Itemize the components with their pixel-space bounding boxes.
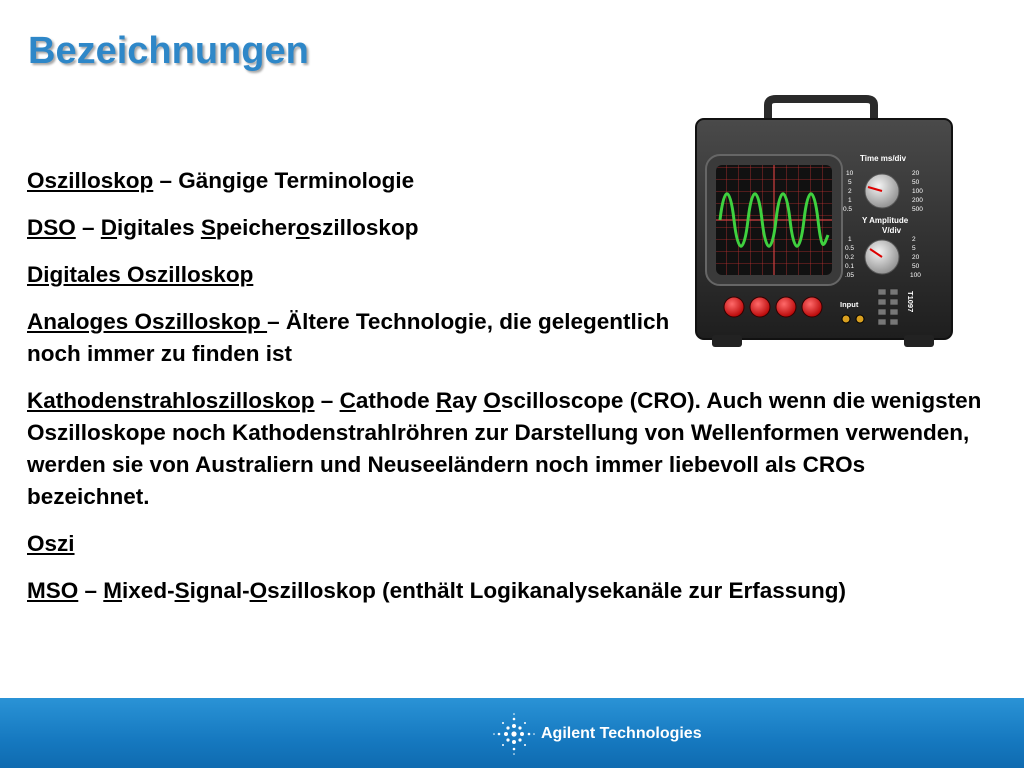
- term-desc-part: igitales: [117, 215, 201, 240]
- term-desc-part: ay: [452, 388, 484, 413]
- term-separator: –: [78, 578, 104, 603]
- time-label: Time ms/div: [860, 154, 907, 163]
- input-label: Input: [840, 300, 859, 309]
- tick-label: 0.2: [845, 254, 855, 261]
- red-button: [724, 297, 744, 317]
- acronym-letter: D: [100, 215, 118, 240]
- acronym-letter: S: [200, 215, 216, 240]
- term-label: MSO: [27, 578, 79, 603]
- term-desc-part: ixed-: [122, 578, 175, 603]
- acronym-letter: O: [249, 578, 268, 603]
- company-name: Agilent Technologies: [541, 725, 702, 742]
- acronym-letter: O: [483, 388, 501, 413]
- acronym-letter: C: [339, 388, 356, 413]
- term-mso: [27, 575, 987, 607]
- tick-label: 100: [912, 188, 923, 195]
- term-desc: – Ältere Technologie, die gelegentlich noch immer zu finden ist: [27, 309, 670, 366]
- term-separator: –: [314, 388, 340, 413]
- acronym-letter: S: [174, 578, 190, 603]
- term-desc-part: athode: [355, 388, 436, 413]
- term-desc: – Gängige Terminologie: [153, 168, 415, 193]
- term-label: Analoges Oszilloskop: [27, 309, 268, 334]
- tick-label: 100: [910, 272, 921, 279]
- acronym-letter: R: [435, 388, 453, 413]
- tick-label: 5: [912, 245, 916, 252]
- tick-label: 20: [912, 170, 920, 177]
- model-label: T1097: [906, 291, 915, 313]
- term-desc-part: szilloskop: [309, 215, 419, 240]
- tick-label: 0.5: [845, 245, 855, 252]
- tick-label: 10: [846, 170, 854, 177]
- amp-label: Y Amplitude: [862, 216, 909, 225]
- tick-label: 20: [912, 254, 920, 261]
- acronym-letter: M: [103, 578, 123, 603]
- term-label: Oszilloskop: [27, 168, 154, 193]
- tick-label: 1: [848, 236, 852, 243]
- red-button: [776, 297, 796, 317]
- red-button: [802, 297, 822, 317]
- amp-unit-label: V/div: [882, 226, 902, 235]
- tick-label: 2: [912, 236, 916, 243]
- tick-label: 5: [848, 179, 852, 186]
- term-label: Kathodenstrahloszilloskop: [27, 388, 315, 413]
- term-label: DSO: [27, 215, 76, 240]
- tick-label: 50: [912, 263, 920, 270]
- tick-label: 1: [848, 197, 852, 204]
- red-button: [750, 297, 770, 317]
- tick-label: 50: [912, 179, 920, 186]
- tick-label: 0.5: [843, 206, 853, 213]
- acronym-letter: o: [295, 215, 310, 240]
- term-desc-part: peicher: [215, 215, 296, 240]
- term-desc-part: scilloscope (CRO). Auch wenn die wenigsten Oszilloskope noch Kathodenstrahlröhren zur Darstellung von Wellenformen verwenden, werden sie von Australiern und Neuseeländern noch immer liebevoll als CROs bezeichnet.: [27, 388, 982, 509]
- tick-label: 200: [912, 197, 923, 204]
- input-jack: [842, 315, 850, 323]
- tick-label: .05: [845, 272, 855, 279]
- term-label: Oszi: [27, 531, 75, 556]
- term-desc-part: szilloskop (enthält Logikanalysekanäle zur Erfassung): [267, 578, 846, 603]
- term-separator: –: [75, 215, 101, 240]
- agilent-spark-icon: [492, 712, 536, 756]
- term-oszi: [27, 528, 987, 560]
- slide-title: Bezeichnungen: [28, 30, 309, 72]
- tick-label: 2: [848, 188, 852, 195]
- term-desc-part: ignal-: [189, 578, 250, 603]
- term-kathodenstrahloszilloskop: [27, 385, 987, 513]
- tick-label: 500: [912, 206, 923, 213]
- oscilloscope-illustration: [690, 95, 960, 355]
- tick-label: 0.1: [845, 263, 855, 270]
- footer-bar: [0, 698, 1024, 768]
- term-label: Digitales Oszilloskop: [27, 262, 254, 287]
- input-jack: [856, 315, 864, 323]
- term-analoges-oszilloskop: [27, 306, 677, 370]
